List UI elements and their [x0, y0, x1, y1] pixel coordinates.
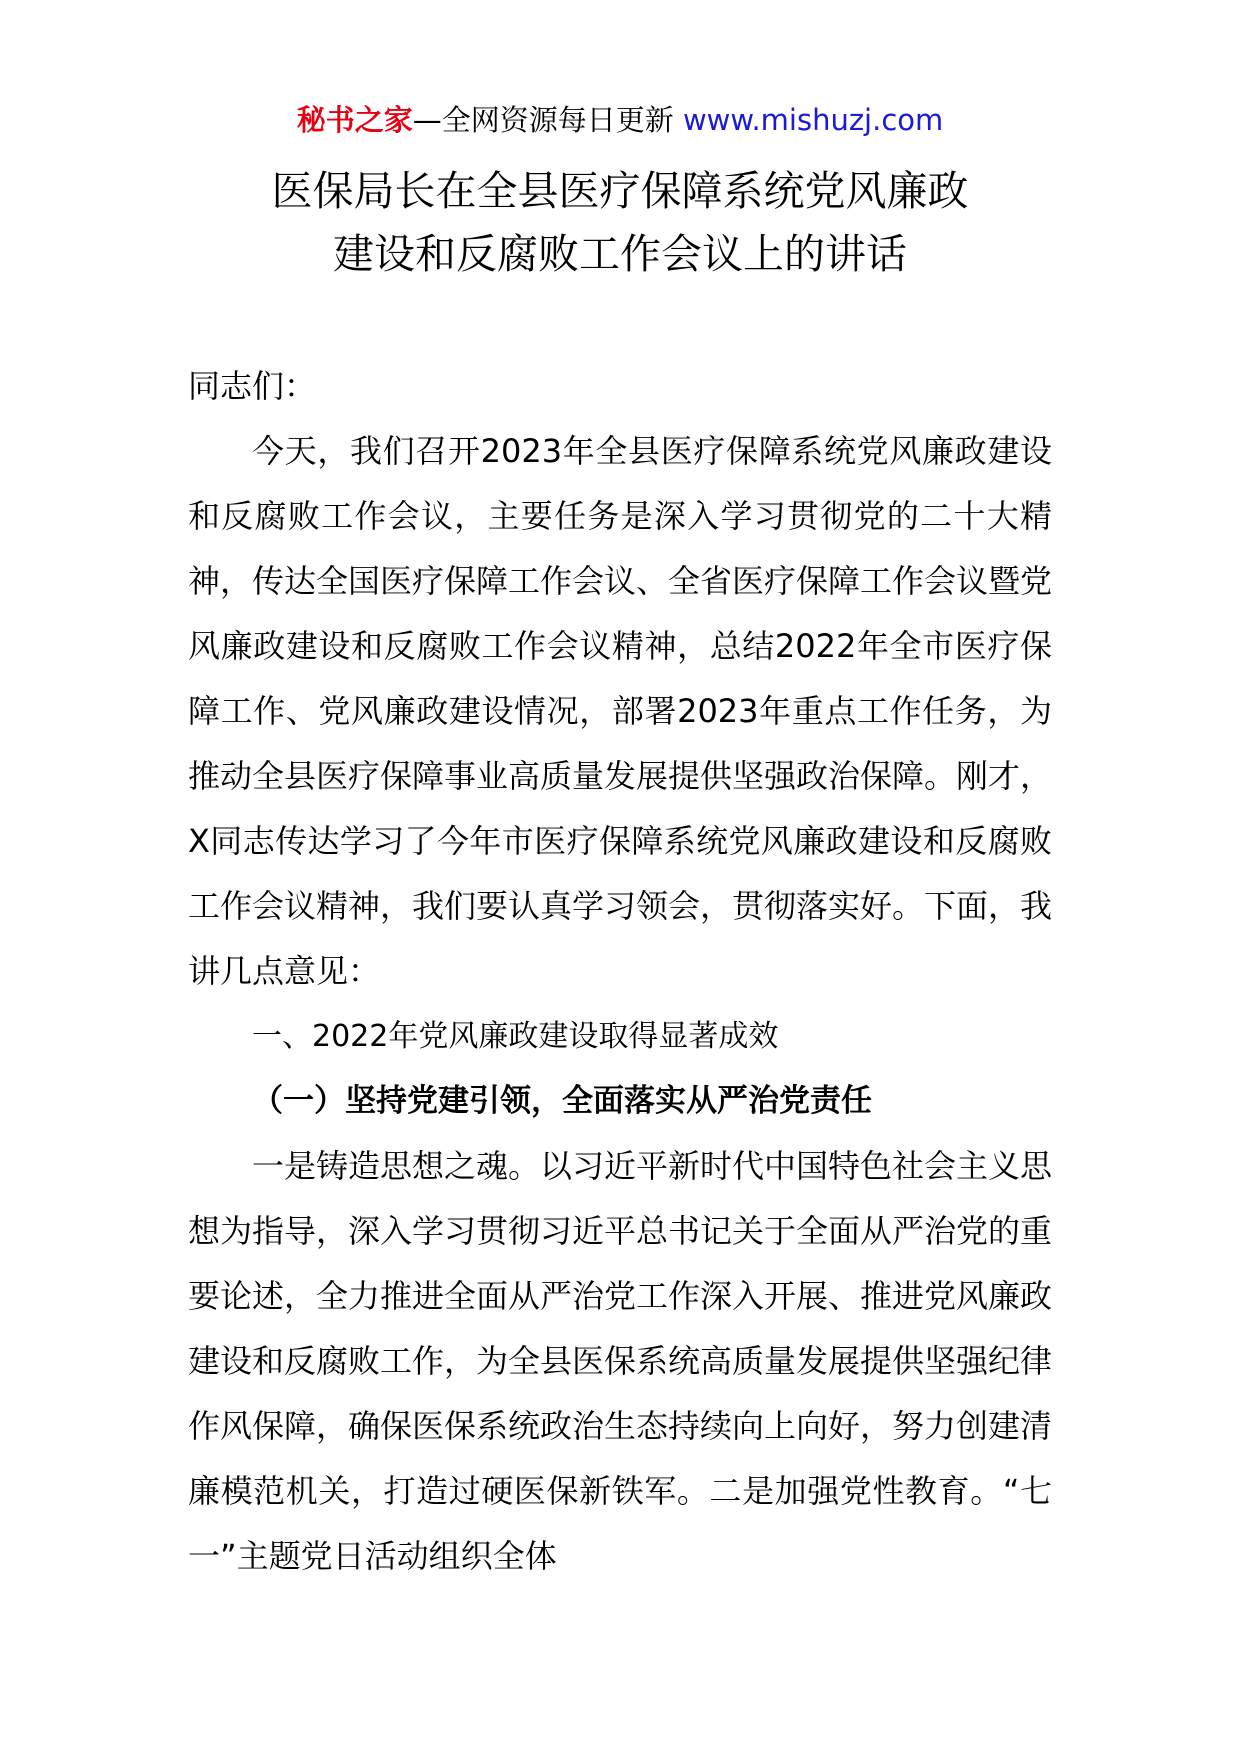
title-line-1: 医保局长在全县医疗保障系统党风廉政 — [271, 167, 969, 215]
subsection-heading-1: （一）坚持党建引领，全面落实从严治党责任 — [252, 1083, 872, 1119]
paragraph-body: 一是铸造思想之魂。以习近平新时代中国特色社会主义思想为指导，深入学习贯彻习近平总书记关于全面从严治党的重要论述，全力推进全面从严治党工作深入开展、推进党风廉政建设和反腐败工作，为全县医保系统高质量发展提供坚强纪律作风保障，确保医保系统政治生态持续向上向好，努力创建清廉模范机关，打造过硬医保新铁军。二是加强党性教育。“七一”主题党日活动组织全体 — [188, 1147, 1053, 1575]
document-title — [0, 160, 1240, 286]
document-body — [188, 354, 1052, 1589]
watermark-header — [0, 100, 1240, 140]
site-tagline: —全网资源每日更新 — [412, 103, 674, 137]
site-name: 秘书之家 — [296, 103, 413, 137]
paragraph-intro: 今天，我们召开2023年全县医疗保障系统党风廉政建设和反腐败工作会议，主要任务是深入学习贯彻党的二十大精神，传达全国医疗保障工作会议、全省医疗保障工作会议暨党风廉政建设和反腐败工作会议精神，总结2022年全市医疗保障工作、党风廉政建设情况，部署2023年重点工作任务，为推动全县医疗保障事业高质量发展提供坚强政治保障。刚才，X同志传达学习了今年市医疗保障系统党风廉政建设和反腐败工作会议精神，我们要认真学习领会，贯彻落实好。下面，我讲几点意见： — [188, 432, 1053, 990]
salutation: 同志们： — [188, 367, 317, 405]
site-url-link[interactable]: www.mishuzj.com — [682, 103, 944, 137]
section-heading-1: 一、2022年党风廉政建设取得显著成效 — [252, 1019, 779, 1054]
title-line-2: 建设和反腐败工作会议上的讲话 — [333, 230, 907, 278]
